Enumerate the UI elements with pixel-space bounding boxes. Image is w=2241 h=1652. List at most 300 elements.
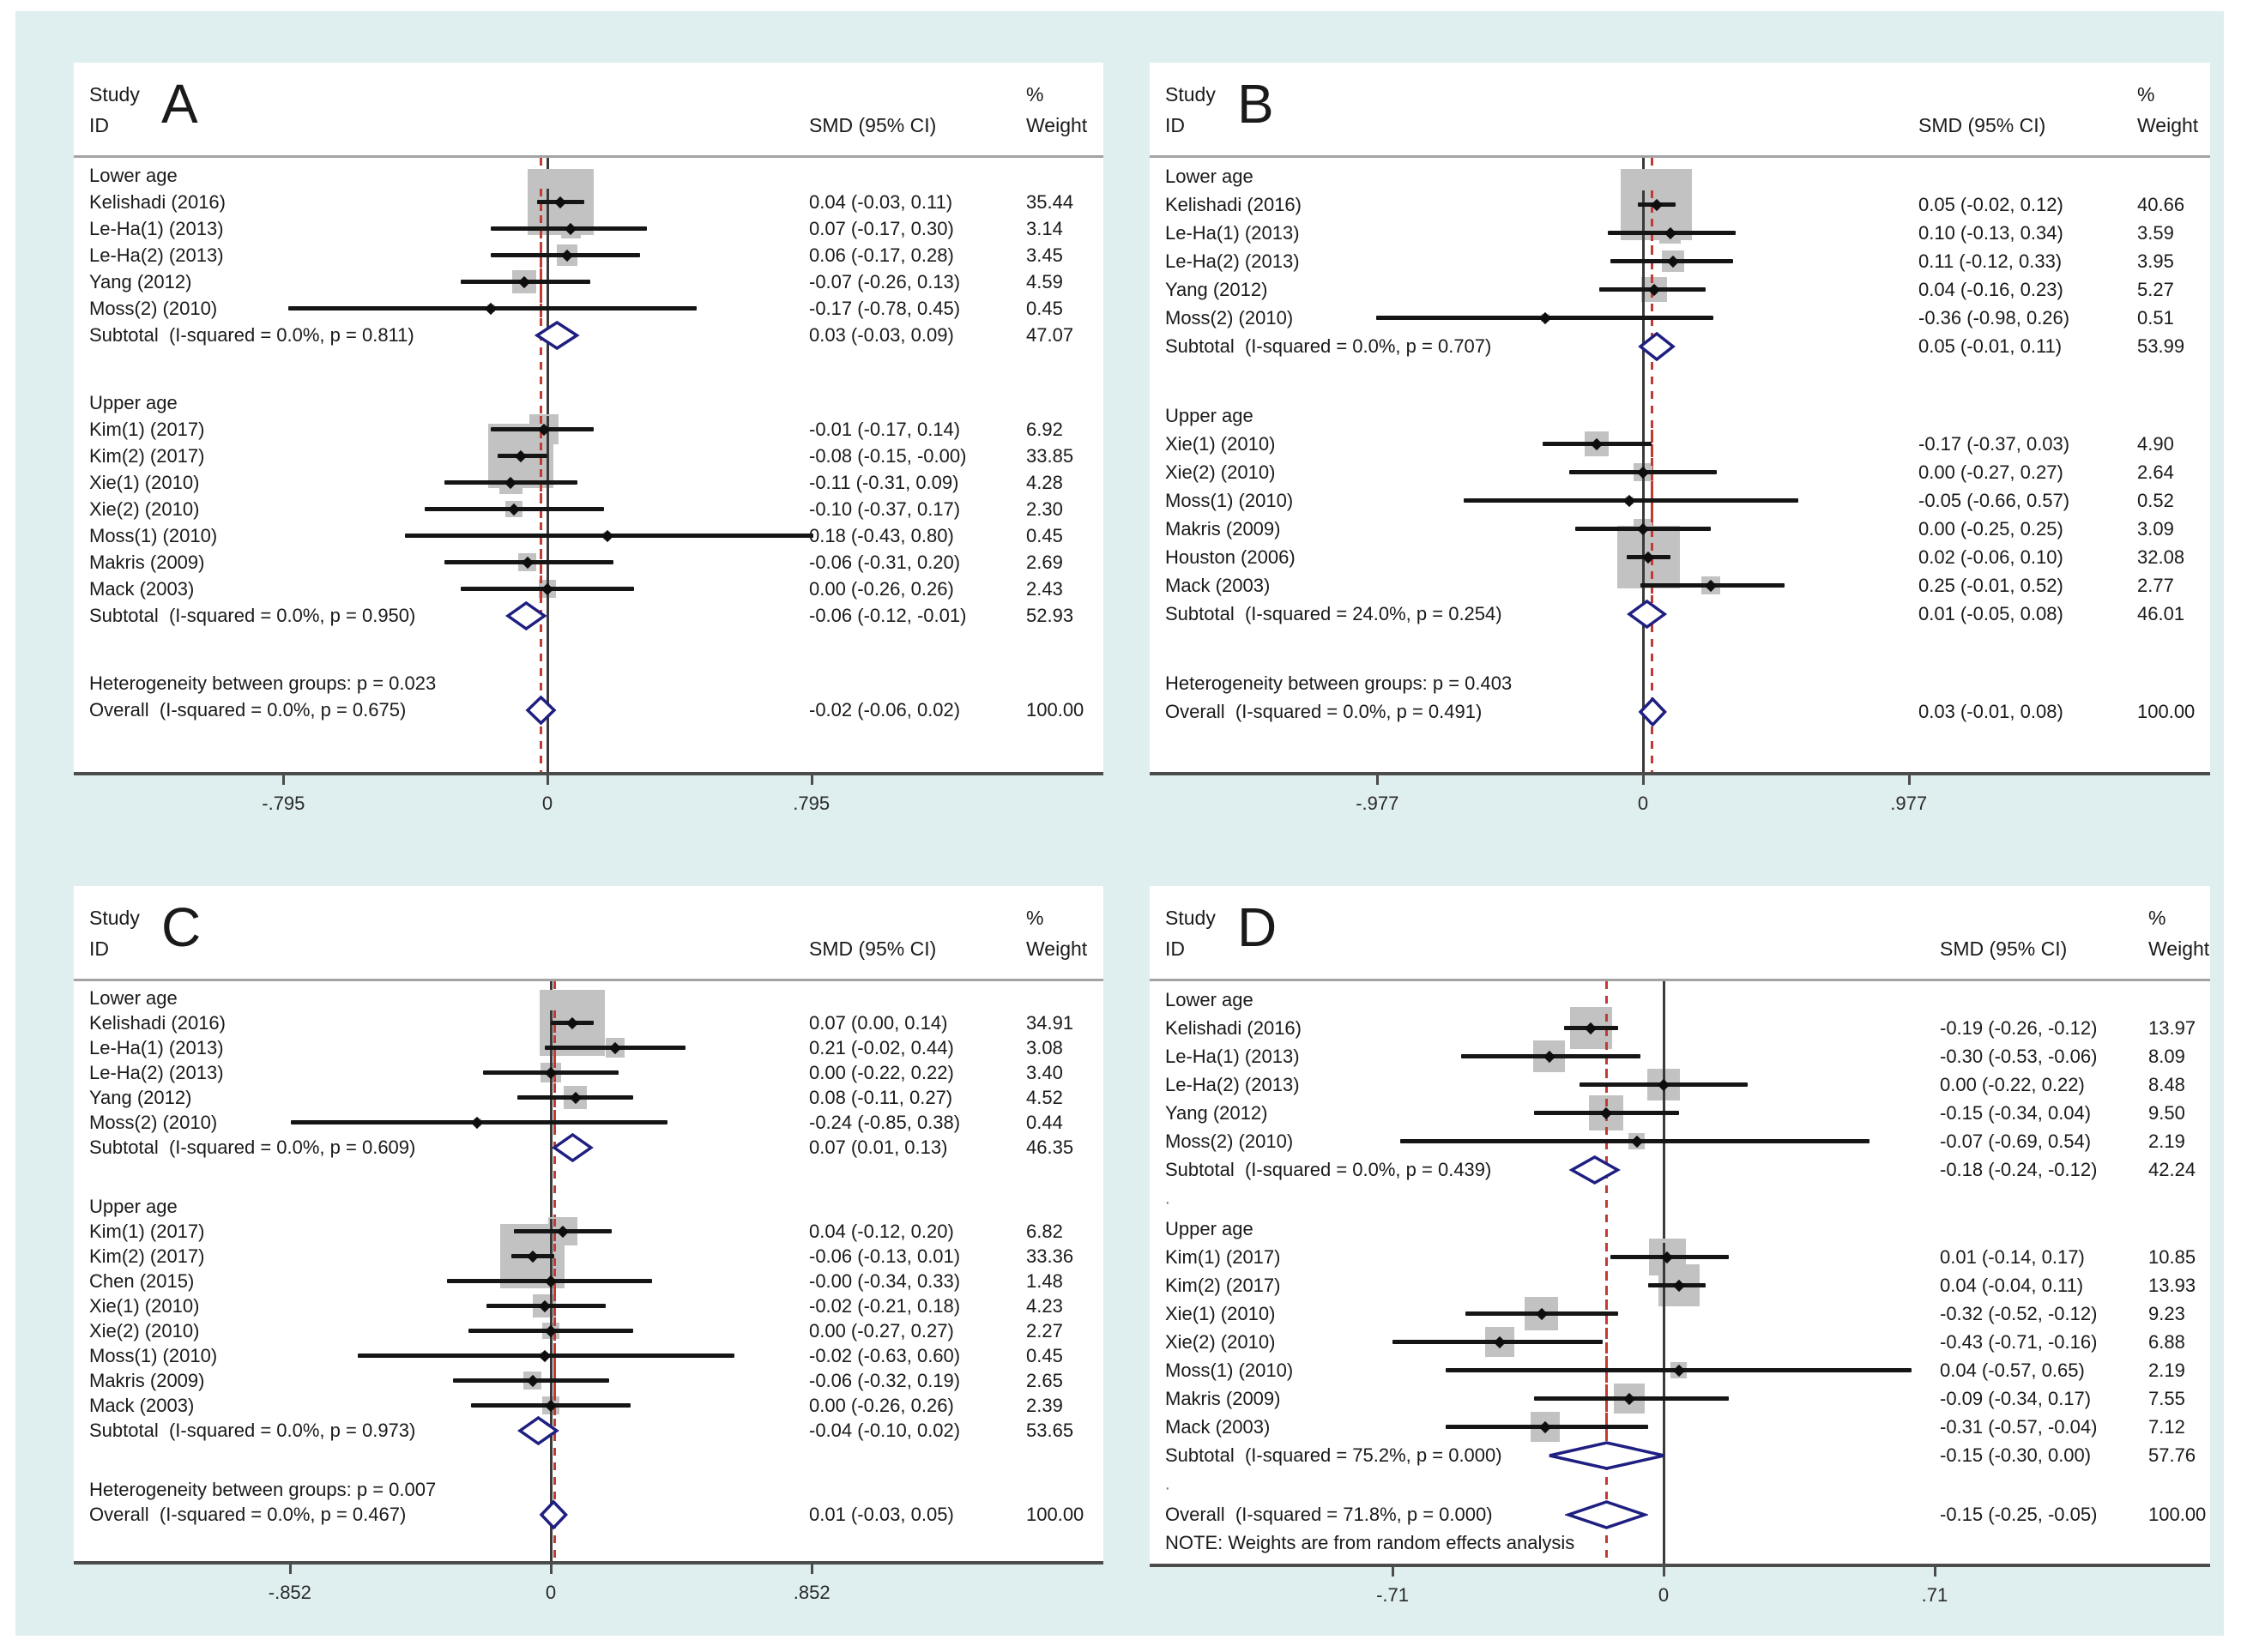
axis-tick-label: -.852	[268, 1582, 311, 1603]
study-row	[1150, 1328, 2210, 1356]
study-row	[1150, 1413, 2210, 1441]
smd-column-header: SMD (95% CI)	[809, 938, 937, 960]
study-row	[74, 1219, 1103, 1244]
smd-value: 0.00 (-0.22, 0.22)	[1940, 1073, 2085, 1095]
axis-tick-label: -.71	[1376, 1584, 1409, 1606]
pooled-diamond	[1637, 696, 1669, 728]
study-label: Moss(2) (2010)	[1165, 306, 1294, 329]
weight-value: 0.45	[1026, 1344, 1063, 1366]
study-column-title: Study	[1165, 83, 1216, 106]
study-row	[1150, 1127, 2210, 1155]
study-row	[74, 1010, 1103, 1035]
smd-value: -0.11 (-0.31, 0.09)	[809, 471, 959, 493]
pooled-diamond	[551, 1131, 595, 1164]
study-row	[1150, 1384, 2210, 1413]
panel-header	[1150, 63, 2210, 158]
axis-tick-label: .71	[1921, 1584, 1948, 1606]
smd-column-header: SMD (95% CI)	[1940, 938, 2068, 960]
study-row	[1150, 430, 2210, 458]
weight-value: 0.52	[2137, 489, 2174, 511]
null-line-overlay	[1605, 1271, 1608, 1299]
axis-tick-label: .795	[793, 793, 831, 814]
weight-value: 33.85	[1026, 444, 1074, 467]
weight-value: 100.00	[1026, 1503, 1084, 1525]
weight-value: 6.92	[1026, 418, 1063, 440]
study-row	[74, 1293, 1103, 1318]
study-row	[1150, 1070, 2210, 1099]
smd-value: -0.17 (-0.78, 0.45)	[809, 297, 961, 319]
subtotal-label: Subtotal (I-squared = 0.0%, p = 0.707)	[1165, 335, 1492, 357]
smd-value: 0.04 (-0.12, 0.20)	[809, 1220, 954, 1242]
smd-value: -0.19 (-0.26, -0.12)	[1940, 1016, 2098, 1039]
note-row	[1150, 1528, 2210, 1557]
subtotal-row	[74, 322, 1103, 348]
smd-value: 0.11 (-0.12, 0.33)	[1918, 250, 2063, 272]
smd-value: 0.02 (-0.06, 0.10)	[1918, 546, 2063, 568]
smd-value: 0.21 (-0.02, 0.44)	[809, 1036, 954, 1058]
smd-value: 0.08 (-0.11, 0.27)	[809, 1086, 953, 1108]
smd-value: -0.10 (-0.37, 0.17)	[809, 497, 961, 520]
smd-value: -0.00 (-0.34, 0.33)	[809, 1269, 961, 1292]
smd-value: -0.15 (-0.30, 0.00)	[1940, 1444, 2092, 1466]
spacer-dot: .	[1165, 1474, 1170, 1494]
het-row	[74, 1477, 1103, 1502]
weight-value: 100.00	[2137, 700, 2196, 722]
spacer-row	[1150, 1184, 2210, 1215]
study-label: Moss(1) (2010)	[89, 524, 218, 546]
axis-tick	[1934, 1564, 1936, 1577]
study-row	[74, 416, 1103, 443]
study-column-title: Study	[1165, 907, 1216, 929]
weight-value: 57.76	[2148, 1444, 2196, 1466]
study-label: Kelishadi (2016)	[1165, 1016, 1302, 1039]
panel-letter: D	[1237, 896, 1278, 958]
group-label: Lower age	[1165, 165, 1253, 187]
weight-value: 2.69	[1026, 551, 1063, 573]
weight-value: 6.88	[2148, 1330, 2185, 1353]
weight-column-header: Weight	[2137, 114, 2199, 136]
spacer-row	[74, 348, 1103, 389]
weight-value: 4.23	[1026, 1294, 1063, 1317]
weight-value: 3.95	[2137, 250, 2174, 272]
weight-percent-header: %	[2137, 83, 2155, 106]
axis-tick	[550, 1561, 553, 1574]
weight-value: 35.44	[1026, 190, 1074, 213]
weight-value: 2.27	[1026, 1319, 1063, 1341]
study-label: Moss(1) (2010)	[1165, 489, 1294, 511]
weight-value: 6.82	[1026, 1220, 1063, 1242]
study-label: Yang (2012)	[89, 1086, 192, 1108]
panel-letter: A	[161, 73, 198, 135]
weight-value: 53.99	[2137, 335, 2185, 357]
study-label: Mack (2003)	[89, 577, 195, 600]
weight-value: 13.97	[2148, 1016, 2196, 1039]
smd-value: 0.00 (-0.26, 0.26)	[809, 1394, 954, 1416]
overall-row	[74, 1502, 1103, 1527]
spacer-dot: .	[1165, 1189, 1170, 1209]
panel-letter: C	[161, 896, 202, 958]
pooled-diamond	[504, 600, 548, 632]
study-row	[74, 1060, 1103, 1085]
pooled-diamond	[1565, 1498, 1648, 1531]
weight-value: 47.07	[1026, 323, 1074, 346]
smd-value: -0.01 (-0.17, 0.14)	[809, 418, 961, 440]
heterogeneity-text: Heterogeneity between groups: p = 0.023	[89, 672, 437, 694]
note-text: NOTE: Weights are from random effects analysis	[1165, 1531, 1575, 1553]
study-row	[74, 549, 1103, 576]
spacer-row	[1150, 1469, 2210, 1500]
study-label: Moss(2) (2010)	[89, 1111, 218, 1133]
smd-value: 0.04 (-0.03, 0.11)	[809, 190, 953, 213]
subtotal-row	[1150, 600, 2210, 628]
smd-value: -0.02 (-0.63, 0.60)	[809, 1344, 961, 1366]
smd-value: 0.04 (-0.04, 0.11)	[1940, 1274, 2084, 1296]
group-label: Upper age	[1165, 404, 1253, 426]
weight-value: 4.59	[1026, 270, 1063, 292]
study-row	[1150, 486, 2210, 515]
study-row	[74, 496, 1103, 522]
study-row	[74, 522, 1103, 549]
weight-value: 3.45	[1026, 244, 1063, 266]
axis-tick-label: .852	[793, 1582, 831, 1603]
axis-tick	[282, 772, 285, 785]
group-row	[74, 1194, 1103, 1219]
study-label: Le-Ha(1) (2013)	[89, 217, 224, 239]
study-label: Kim(1) (2017)	[89, 1220, 205, 1242]
zero-line-overlay	[1663, 1328, 1665, 1356]
subtotal-label: Subtotal (I-squared = 0.0%, p = 0.439)	[1165, 1158, 1492, 1180]
weight-value: 1.48	[1026, 1269, 1063, 1292]
smd-value: -0.06 (-0.31, 0.20)	[809, 551, 961, 573]
weight-percent-header: %	[2148, 907, 2166, 929]
weight-value: 42.24	[2148, 1158, 2196, 1180]
study-label: Mack (2003)	[1165, 574, 1271, 596]
zero-line-overlay	[1663, 1014, 1665, 1042]
smd-column-header: SMD (95% CI)	[1918, 114, 2046, 136]
pooled-diamond	[1568, 1154, 1621, 1186]
study-row	[74, 576, 1103, 602]
study-label: Kelishadi (2016)	[1165, 193, 1302, 215]
subtotal-label: Subtotal (I-squared = 75.2%, p = 0.000)	[1165, 1444, 1502, 1466]
smd-value: 0.00 (-0.22, 0.22)	[809, 1061, 954, 1083]
study-label: Mack (2003)	[1165, 1415, 1271, 1438]
smd-value: 0.25 (-0.01, 0.52)	[1918, 574, 2063, 596]
study-label: Kim(1) (2017)	[1165, 1245, 1281, 1268]
study-label: Xie(1) (2010)	[1165, 1302, 1276, 1324]
weight-value: 53.65	[1026, 1419, 1074, 1441]
subtotal-row	[1150, 332, 2210, 360]
weight-value: 46.01	[2137, 602, 2185, 624]
axis-tick	[289, 1561, 292, 1574]
study-label: Makris (2009)	[1165, 1387, 1281, 1409]
smd-value: 0.07 (-0.17, 0.30)	[809, 217, 954, 239]
study-row	[74, 189, 1103, 215]
study-label: Le-Ha(2) (2013)	[1165, 250, 1300, 272]
subtotal-row	[1150, 1441, 2210, 1469]
study-row	[74, 1085, 1103, 1110]
weight-value: 34.91	[1026, 1011, 1074, 1034]
panel-header	[74, 63, 1103, 158]
weight-value: 100.00	[2148, 1503, 2207, 1525]
study-label: Moss(2) (2010)	[1165, 1130, 1294, 1152]
heterogeneity-text: Heterogeneity between groups: p = 0.007	[89, 1478, 437, 1500]
figure-canvas	[15, 11, 2224, 1636]
overall-row	[74, 696, 1103, 723]
subtotal-row	[1150, 1155, 2210, 1184]
weight-value: 0.45	[1026, 524, 1063, 546]
smd-value: -0.06 (-0.12, -0.01)	[809, 604, 967, 626]
study-label: Xie(1) (2010)	[1165, 432, 1276, 455]
study-row	[1150, 219, 2210, 247]
study-label: Le-Ha(2) (2013)	[89, 1061, 224, 1083]
group-label: Lower age	[89, 164, 178, 186]
axis-tick-label: 0	[545, 1582, 557, 1603]
study-row	[1150, 247, 2210, 275]
weight-value: 10.85	[2148, 1245, 2196, 1268]
study-row	[74, 295, 1103, 322]
smd-value: 0.05 (-0.01, 0.11)	[1918, 335, 2063, 357]
weight-value: 4.28	[1026, 471, 1063, 493]
study-row	[74, 443, 1103, 469]
group-row	[1150, 986, 2210, 1014]
pooled-diamond	[534, 319, 580, 352]
group-label: Upper age	[1165, 1217, 1253, 1239]
smd-column-header: SMD (95% CI)	[809, 114, 937, 136]
weight-value: 2.65	[1026, 1369, 1063, 1391]
study-id-title: ID	[89, 114, 109, 136]
overall-label: Overall (I-squared = 71.8%, p = 0.000)	[1165, 1503, 1493, 1525]
smd-value: -0.24 (-0.85, 0.38)	[809, 1111, 961, 1133]
weight-percent-header: %	[1026, 907, 1044, 929]
pooled-diamond	[524, 694, 558, 727]
study-label: Makris (2009)	[89, 551, 205, 573]
study-label: Le-Ha(2) (2013)	[1165, 1073, 1300, 1095]
axis-tick-label: 0	[1637, 793, 1649, 814]
spacer-row	[74, 1443, 1103, 1477]
axis-tick	[1392, 1564, 1394, 1577]
het-row	[74, 670, 1103, 696]
smd-value: -0.02 (-0.21, 0.18)	[809, 1294, 961, 1317]
smd-value: 0.07 (0.01, 0.13)	[809, 1136, 948, 1158]
overall-row	[1150, 1500, 2210, 1528]
smd-value: 0.01 (-0.05, 0.08)	[1918, 602, 2063, 624]
study-label: Mack (2003)	[89, 1394, 195, 1416]
weight-value: 8.48	[2148, 1073, 2185, 1095]
weight-column-header: Weight	[1026, 938, 1088, 960]
group-label: Upper age	[89, 1195, 178, 1217]
axis-tick-label: -.977	[1356, 793, 1399, 814]
study-label: Yang (2012)	[89, 270, 192, 292]
smd-value: -0.30 (-0.53, -0.06)	[1940, 1045, 2098, 1067]
study-column-title: Study	[89, 907, 140, 929]
group-row	[74, 389, 1103, 416]
study-label: Le-Ha(2) (2013)	[89, 244, 224, 266]
axis-tick-label: 0	[541, 793, 553, 814]
study-row	[1150, 1099, 2210, 1127]
study-label: Xie(2) (2010)	[1165, 461, 1276, 483]
smd-value: 0.01 (-0.14, 0.17)	[1940, 1245, 2085, 1268]
subtotal-row	[74, 602, 1103, 629]
pooled-diamond	[1637, 330, 1676, 363]
smd-value: -0.18 (-0.24, -0.12)	[1940, 1158, 2098, 1180]
forest-panel-b	[1150, 63, 2210, 814]
study-label: Kim(1) (2017)	[89, 418, 205, 440]
panel-header	[74, 886, 1103, 981]
smd-value: -0.05 (-0.66, 0.57)	[1918, 489, 2070, 511]
axis-tick-label: 0	[1658, 1584, 1670, 1606]
smd-value: 0.18 (-0.43, 0.80)	[809, 524, 954, 546]
smd-value: -0.06 (-0.32, 0.19)	[809, 1369, 961, 1391]
study-id-title: ID	[1165, 114, 1185, 136]
smd-value: 0.01 (-0.03, 0.05)	[809, 1503, 954, 1525]
group-label: Lower age	[89, 986, 178, 1009]
study-label: Xie(1) (2010)	[89, 471, 200, 493]
axis-tick	[1663, 1564, 1665, 1577]
weight-value: 13.93	[2148, 1274, 2196, 1296]
weight-value: 0.51	[2137, 306, 2174, 329]
smd-value: -0.09 (-0.34, 0.17)	[1940, 1387, 2092, 1409]
smd-value: -0.02 (-0.06, 0.02)	[809, 698, 961, 720]
study-row	[74, 242, 1103, 268]
group-label: Lower age	[1165, 988, 1253, 1010]
subtotal-label: Subtotal (I-squared = 0.0%, p = 0.973)	[89, 1419, 416, 1441]
pooled-diamond	[1626, 598, 1668, 630]
axis-tick-label: .977	[1890, 793, 1928, 814]
axis-tick	[811, 772, 813, 785]
overall-row	[1150, 697, 2210, 726]
weight-value: 5.27	[2137, 278, 2174, 300]
study-row	[74, 469, 1103, 496]
panel-letter: B	[1237, 73, 1274, 135]
axis-tick	[547, 772, 549, 785]
study-row	[1150, 1042, 2210, 1070]
weight-column-header: Weight	[2148, 938, 2210, 960]
pooled-diamond	[1546, 1439, 1668, 1472]
study-label: Makris (2009)	[1165, 517, 1281, 540]
subtotal-row	[74, 1418, 1103, 1443]
study-label: Houston (2006)	[1165, 546, 1296, 568]
weight-value: 4.90	[2137, 432, 2174, 455]
study-row	[74, 1368, 1103, 1393]
axis-tick	[1376, 772, 1379, 785]
forest-panel-a	[74, 63, 1103, 814]
subtotal-label: Subtotal (I-squared = 0.0%, p = 0.609)	[89, 1136, 416, 1158]
weight-value: 7.12	[2148, 1415, 2185, 1438]
weight-value: 3.09	[2137, 517, 2174, 540]
axis-tick-label: -.795	[262, 793, 305, 814]
smd-value: -0.43 (-0.71, -0.16)	[1940, 1330, 2098, 1353]
study-id-title: ID	[1165, 938, 1185, 960]
study-row	[74, 1244, 1103, 1269]
study-label: Kelishadi (2016)	[89, 1011, 226, 1034]
axis-tick	[1642, 772, 1645, 785]
pooled-diamond	[516, 1414, 560, 1447]
axis-tick	[811, 1561, 813, 1574]
study-row	[1150, 304, 2210, 332]
panel-header	[1150, 886, 2210, 981]
spacer-row	[74, 1160, 1103, 1194]
overall-label: Overall (I-squared = 0.0%, p = 0.491)	[1165, 700, 1483, 722]
subtotal-label: Subtotal (I-squared = 0.0%, p = 0.811)	[89, 323, 414, 346]
study-row	[1150, 190, 2210, 219]
study-label: Le-Ha(1) (2013)	[89, 1036, 224, 1058]
study-row	[74, 1343, 1103, 1368]
study-label: Xie(2) (2010)	[1165, 1330, 1276, 1353]
weight-value: 32.08	[2137, 546, 2185, 568]
spacer-row	[74, 629, 1103, 670]
weight-value: 46.35	[1026, 1136, 1074, 1158]
study-column-title: Study	[89, 83, 140, 106]
forest-panel-d	[1150, 886, 2210, 1606]
weight-value: 2.43	[1026, 577, 1063, 600]
smd-value: 0.03 (-0.03, 0.09)	[809, 323, 954, 346]
weight-value: 100.00	[1026, 698, 1084, 720]
weight-value: 3.59	[2137, 221, 2174, 244]
study-label: Moss(2) (2010)	[89, 297, 218, 319]
weight-value: 2.19	[2148, 1130, 2185, 1152]
study-label: Moss(1) (2010)	[1165, 1359, 1294, 1381]
smd-value: -0.07 (-0.26, 0.13)	[809, 270, 961, 292]
axis-tick	[1908, 772, 1911, 785]
study-label: Moss(1) (2010)	[89, 1344, 218, 1366]
smd-value: -0.32 (-0.52, -0.12)	[1940, 1302, 2098, 1324]
weight-value: 7.55	[2148, 1387, 2185, 1409]
weight-column-header: Weight	[1026, 114, 1088, 136]
smd-value: 0.00 (-0.27, 0.27)	[1918, 461, 2063, 483]
weight-value: 52.93	[1026, 604, 1074, 626]
forest-panel-c	[74, 886, 1103, 1603]
study-label: Kim(2) (2017)	[89, 444, 205, 467]
study-label: Xie(1) (2010)	[89, 1294, 200, 1317]
smd-value: -0.07 (-0.69, 0.54)	[1940, 1130, 2092, 1152]
smd-value: -0.17 (-0.37, 0.03)	[1918, 432, 2070, 455]
smd-value: -0.06 (-0.13, 0.01)	[809, 1245, 961, 1267]
smd-value: 0.04 (-0.16, 0.23)	[1918, 278, 2063, 300]
smd-value: 0.00 (-0.25, 0.25)	[1918, 517, 2063, 540]
subtotal-label: Subtotal (I-squared = 24.0%, p = 0.254)	[1165, 602, 1502, 624]
study-label: Xie(2) (2010)	[89, 497, 200, 520]
zero-line-overlay	[1663, 1413, 1665, 1441]
zero-line-overlay	[1663, 1299, 1665, 1328]
study-label: Xie(2) (2010)	[89, 1319, 200, 1341]
study-row	[1150, 1356, 2210, 1384]
study-label: Kim(2) (2017)	[1165, 1274, 1281, 1296]
weight-value: 9.23	[2148, 1302, 2185, 1324]
overall-label: Overall (I-squared = 0.0%, p = 0.675)	[89, 698, 407, 720]
smd-value: 0.04 (-0.57, 0.65)	[1940, 1359, 2085, 1381]
study-label: Yang (2012)	[1165, 278, 1268, 300]
weight-value: 0.45	[1026, 297, 1063, 319]
weight-value: 2.39	[1026, 1394, 1063, 1416]
study-row	[74, 1393, 1103, 1418]
study-label: Le-Ha(1) (2013)	[1165, 1045, 1300, 1067]
het-row	[1150, 669, 2210, 697]
weight-value: 3.14	[1026, 217, 1063, 239]
group-label: Upper age	[89, 391, 178, 413]
weight-value: 2.64	[2137, 461, 2174, 483]
study-row	[74, 268, 1103, 295]
weight-percent-header: %	[1026, 83, 1044, 106]
smd-value: 0.00 (-0.27, 0.27)	[809, 1319, 954, 1341]
weight-value: 8.09	[2148, 1045, 2185, 1067]
weight-value: 3.40	[1026, 1061, 1063, 1083]
heterogeneity-text: Heterogeneity between groups: p = 0.403	[1165, 672, 1513, 694]
study-row	[74, 1269, 1103, 1293]
smd-value: -0.15 (-0.34, 0.04)	[1940, 1101, 2092, 1124]
study-row	[1150, 1014, 2210, 1042]
study-row	[74, 1318, 1103, 1343]
smd-value: -0.15 (-0.25, -0.05)	[1940, 1503, 2098, 1525]
